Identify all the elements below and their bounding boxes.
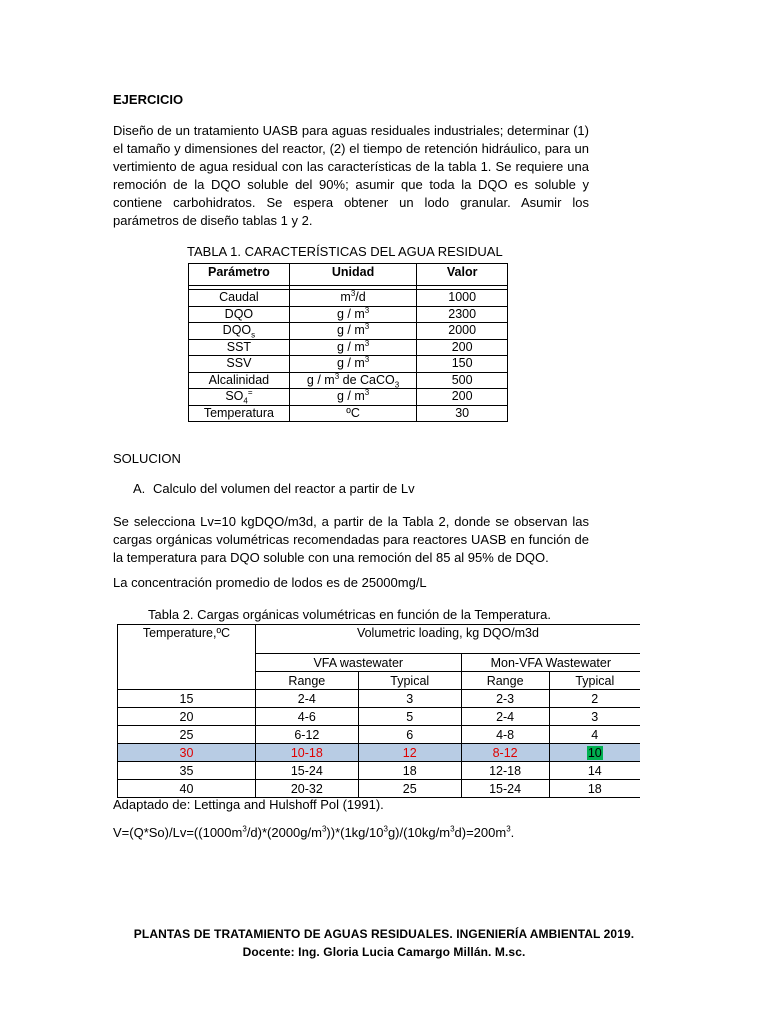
table2-temp: 25 bbox=[118, 726, 256, 744]
step-a bbox=[133, 481, 415, 496]
table2-nonvfa-typical: 14 bbox=[549, 762, 640, 780]
exercise-heading: EJERCICIO bbox=[113, 92, 184, 107]
table2-vfa-header: VFA wastewater bbox=[255, 654, 461, 672]
table-row bbox=[189, 290, 508, 307]
table1-unit: g / $m^3$ bbox=[289, 339, 417, 356]
table1-value: 500 bbox=[417, 372, 508, 389]
table-row bbox=[118, 708, 641, 726]
table2-typical-label: Typical bbox=[549, 672, 640, 690]
table2-temp: 15 bbox=[118, 690, 256, 708]
table1-header-row bbox=[189, 264, 508, 286]
table2-vfa-typical: 3 bbox=[358, 690, 461, 708]
table-row bbox=[189, 389, 508, 406]
volume-formula: $V=(Q*So)/Lv=((1000m^3/d)*(2000g/m^3))*(1kg/10^3g)/(10kg/m^3d)=200m^3$. bbox=[113, 824, 515, 840]
table-row bbox=[118, 780, 641, 798]
table1-unit: g / $m^3$ bbox=[289, 356, 417, 373]
table1-unit: ºC bbox=[289, 405, 417, 422]
table-row bbox=[189, 372, 508, 389]
table-row bbox=[189, 405, 508, 422]
table2-vfa-range: 15-24 bbox=[255, 762, 358, 780]
table2-vfa-range: 20-32 bbox=[255, 780, 358, 798]
table2-temp: 30 bbox=[118, 744, 256, 762]
table-row bbox=[189, 356, 508, 373]
table1-param: Alcalinidad bbox=[189, 372, 290, 389]
footer-teacher: Docente: Ing. Gloria Lucia Camargo Millán. M.sc. bbox=[242, 945, 526, 959]
table2-temp-header: Temperature,ºC bbox=[118, 625, 256, 690]
table2-vfa-typical: 18 bbox=[358, 762, 461, 780]
table-row bbox=[189, 306, 508, 323]
table-row bbox=[118, 690, 641, 708]
table2-temp: 20 bbox=[118, 708, 256, 726]
table2-typical-label: Typical bbox=[358, 672, 461, 690]
table2-vfa-range: 6-12 bbox=[255, 726, 358, 744]
table2-vfa-typical: 6 bbox=[358, 726, 461, 744]
table1-value: 2000 bbox=[417, 323, 508, 340]
table2-temp: 40 bbox=[118, 780, 256, 798]
table2-vfa-range: 4-6 bbox=[255, 708, 358, 726]
table2-nonvfa-typical: 10 bbox=[587, 745, 602, 760]
table2-nonvfa-typical: 2 bbox=[549, 690, 640, 708]
table2-nonvfa-typical-cell bbox=[549, 744, 640, 762]
table2-vfa-typical: 25 bbox=[358, 780, 461, 798]
table1-param: $DQO_s$ bbox=[189, 323, 290, 340]
table1-unit: g / $m^3$ bbox=[289, 306, 417, 323]
table-row-highlighted bbox=[118, 744, 641, 762]
table-row bbox=[118, 726, 641, 744]
table-row bbox=[189, 323, 508, 340]
table2-nonvfa-range: 8-12 bbox=[461, 744, 549, 762]
selection-paragraph: Se selecciona Lv=10 kgDQO/m3d, a partir de la Tabla 2, donde se observan las cargas orgánicas volumétricas recomendadas para reactores UASB en función de la temperatura para DQO soluble con una remoción del 85 al 95% de DQO. bbox=[113, 514, 589, 565]
table-row bbox=[118, 762, 641, 780]
table1-unit: g / $m^3$ bbox=[289, 389, 417, 406]
table2-loading-header: Volumetric loading, kg DQO/m3d bbox=[255, 625, 640, 654]
step-a-marker: A. bbox=[133, 481, 146, 496]
table2-nonvfa-typical: 18 bbox=[549, 780, 640, 798]
table1-value: 30 bbox=[417, 405, 508, 422]
table2-temp: 35 bbox=[118, 762, 256, 780]
table1-value: 1000 bbox=[417, 290, 508, 307]
table2 bbox=[117, 624, 640, 798]
table1-param: Caudal bbox=[189, 290, 290, 307]
table2-vfa-typical: 12 bbox=[358, 744, 461, 762]
step-a-text: Calculo del volumen del reactor a partir de Lv bbox=[153, 481, 415, 496]
table2-range-label: Range bbox=[461, 672, 549, 690]
table1-caption: TABLA 1. CARACTERÍSTICAS DEL AGUA RESIDUAL bbox=[187, 244, 503, 259]
table2-nonvfa-typical: 3 bbox=[549, 708, 640, 726]
table2-vfa-range: 10-18 bbox=[255, 744, 358, 762]
table2-vfa-typical: 5 bbox=[358, 708, 461, 726]
table2-nonvfa-range: 2-4 bbox=[461, 708, 549, 726]
table1-param: $SO_4^=$ bbox=[189, 389, 290, 406]
table2-range-label: Range bbox=[255, 672, 358, 690]
solucion-heading: SOLUCION bbox=[113, 451, 181, 466]
footer-course: PLANTAS DE TRATAMIENTO DE AGUAS RESIDUALES. INGENIERÍA AMBIENTAL 2019. bbox=[133, 927, 635, 941]
table1-header-unit: Unidad bbox=[289, 264, 417, 286]
table2-source: Adaptado de: Lettinga and Hulshoff Pol (1991). bbox=[113, 797, 384, 812]
table2-nonvfa-range: 4-8 bbox=[461, 726, 549, 744]
table2-nonvfa-range: 2-3 bbox=[461, 690, 549, 708]
table2-vfa-range: 2-4 bbox=[255, 690, 358, 708]
table1-param: Temperatura bbox=[189, 405, 290, 422]
table2-nonvfa-range: 15-24 bbox=[461, 780, 549, 798]
table1-unit: $m^3/d$ bbox=[289, 290, 417, 307]
table2-nonvfa-range: 12-18 bbox=[461, 762, 549, 780]
table2-caption: Tabla 2. Cargas orgánicas volumétricas en función de la Temperatura. bbox=[148, 607, 551, 622]
table1 bbox=[188, 263, 508, 422]
table1-value: 200 bbox=[417, 389, 508, 406]
table1-param: SSV bbox=[189, 356, 290, 373]
table1-header-param: Parámetro bbox=[189, 264, 290, 286]
table2-nonvfa-header: Mon-VFA Wastewater bbox=[461, 654, 640, 672]
table2-header-row bbox=[118, 625, 641, 654]
table2-nonvfa-typical: 4 bbox=[549, 726, 640, 744]
table1-value: 200 bbox=[417, 339, 508, 356]
table1-header-value: Valor bbox=[417, 264, 508, 286]
table1-value: 150 bbox=[417, 356, 508, 373]
table-row bbox=[189, 339, 508, 356]
sludge-paragraph: La concentración promedio de lodos es de 25000mg/L bbox=[113, 575, 427, 590]
table1-param: SST bbox=[189, 339, 290, 356]
intro-paragraph: Diseño de un tratamiento UASB para aguas residuales industriales; determinar (1) el tamaño y dimensiones del reactor, (2) el tiempo de retención hidráulico, para un vertimiento de agua residual con las características de la tabla 1. Se requiere una remoción de la DQO soluble del 90%; asumir que toda la DQO es soluble y contiene carbohidratos. Se espera obtener un lodo granular. Asumir los parámetros de diseño tablas 1 y 2. bbox=[113, 123, 589, 228]
table1-unit: g / $m^3$ bbox=[289, 323, 417, 340]
table1-value: 2300 bbox=[417, 306, 508, 323]
table1-param: DQO bbox=[189, 306, 290, 323]
table1-unit: g / $m^3$ de CaCO$_3$ bbox=[289, 372, 417, 389]
